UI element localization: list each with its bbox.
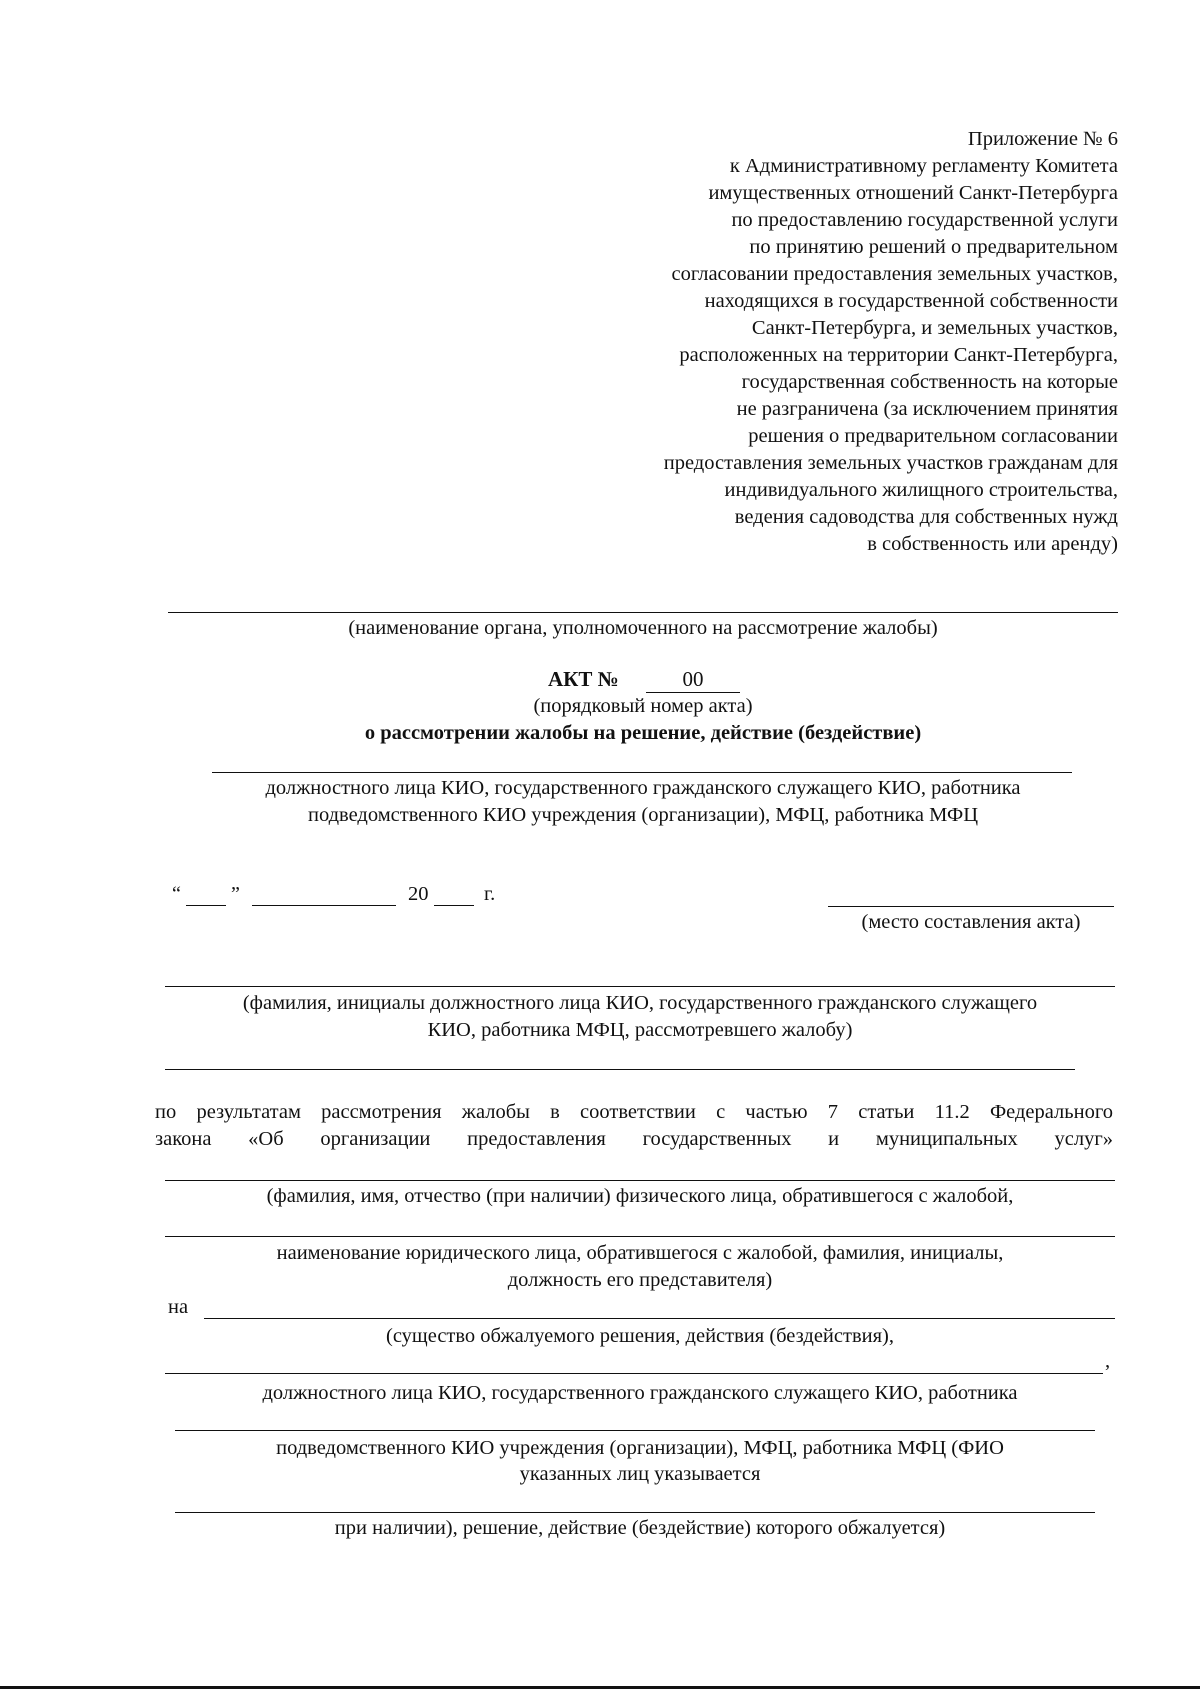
- place-caption: (место составления акта): [861, 911, 1081, 933]
- header-line: ведения садоводства для собственных нужд: [734, 506, 1118, 528]
- header-line: индивидуального жилищного строительства,: [724, 479, 1118, 501]
- official-caption: при наличии), решение, действие (бездействие) которого обжалуется): [334, 1517, 946, 1539]
- results-text: закона «Об организации предоставления государственных и муниципальных услуг»: [155, 1128, 1113, 1150]
- results-text: по результатам рассмотрения жалобы в соответствии с частью 7 статьи 11.2 Федерального: [155, 1101, 1113, 1123]
- date-day-line[interactable]: [186, 905, 226, 906]
- on-label: на: [168, 1296, 189, 1318]
- date-close-quote: ”: [231, 883, 240, 905]
- act-number-caption: (порядковый номер акта): [533, 695, 753, 717]
- header-line: решения о предварительном согласовании: [748, 425, 1118, 447]
- header-line: к Административному регламенту Комитета: [729, 155, 1118, 177]
- applicant-caption: должность его представителя): [507, 1269, 773, 1291]
- header-line: по принятию решений о предварительном: [749, 236, 1118, 258]
- official-caption: подведомственного КИО учреждения (организации), МФЦ, работника МФЦ (ФИО: [276, 1437, 1004, 1459]
- header-line: по предоставлению государственной услуги: [731, 209, 1118, 231]
- act-label: АКТ №: [548, 667, 619, 691]
- reviewer-line-2: [165, 1069, 1075, 1070]
- header-line: находящихся в государственной собственности: [704, 290, 1118, 312]
- authority-name-line: [168, 612, 1118, 613]
- reviewer-caption: КИО, работника МФЦ, рассмотревшего жалобу): [427, 1019, 853, 1041]
- reviewer-caption: (фамилия, инициалы должностного лица КИО, государственного гражданского служащего: [242, 992, 1038, 1014]
- header-line: Санкт-Петербурга, и земельных участков,: [751, 317, 1118, 339]
- official-line: [175, 1430, 1095, 1431]
- applicant-line-2: [165, 1236, 1115, 1237]
- trailing-comma: ,: [1105, 1350, 1111, 1372]
- reviewer-line: [165, 986, 1115, 987]
- date-year-suffix: г.: [484, 883, 496, 905]
- applicant-caption: наименование юридического лица, обратившегося с жалобой, фамилия, инициалы,: [276, 1242, 1004, 1264]
- date-month-line[interactable]: [252, 905, 396, 906]
- official-line-2: [175, 1512, 1095, 1513]
- header-line: в собственность или аренду): [867, 533, 1118, 555]
- header-line: согласовании предоставления земельных участков,: [671, 263, 1118, 285]
- officials-line: подведомственного КИО учреждения (организации), МФЦ, работника МФЦ: [307, 804, 979, 826]
- essence-line-2: [165, 1373, 1103, 1374]
- header-line: предоставления земельных участков гражданам для: [663, 452, 1118, 474]
- date-year-prefix: 20: [408, 883, 429, 905]
- applicant-caption: (фамилия, имя, отчество (при наличии) физического лица, обратившегося с жалобой,: [266, 1185, 1014, 1207]
- officials-line: должностного лица КИО, государственного гражданского служащего КИО, работника: [265, 777, 1021, 799]
- header-line: государственная собственность на которые: [741, 371, 1118, 393]
- place-line[interactable]: [828, 906, 1114, 907]
- act-number: 00: [682, 667, 704, 691]
- header-line: Приложение № 6: [967, 128, 1118, 150]
- official-caption: должностного лица КИО, государственного гражданского служащего КИО, работника: [262, 1382, 1018, 1404]
- header-line: не разграничена (за исключением принятия: [736, 398, 1118, 420]
- header-line: имущественных отношений Санкт-Петербурга: [708, 182, 1118, 204]
- act-subject: о рассмотрении жалобы на решение, действие (бездействие): [364, 722, 922, 744]
- date-open-quote: “: [172, 883, 181, 905]
- subject-line: [212, 772, 1072, 773]
- official-caption: указанных лиц указывается: [519, 1463, 761, 1485]
- essence-caption: (существо обжалуемого решения, действия (бездействия),: [386, 1325, 894, 1347]
- applicant-line: [165, 1180, 1115, 1181]
- essence-line: [204, 1318, 1115, 1319]
- authority-caption: (наименование органа, уполномоченного на рассмотрение жалобы): [348, 617, 938, 639]
- date-year-line[interactable]: [434, 905, 474, 906]
- header-line: расположенных на территории Санкт-Петербурга,: [679, 344, 1118, 366]
